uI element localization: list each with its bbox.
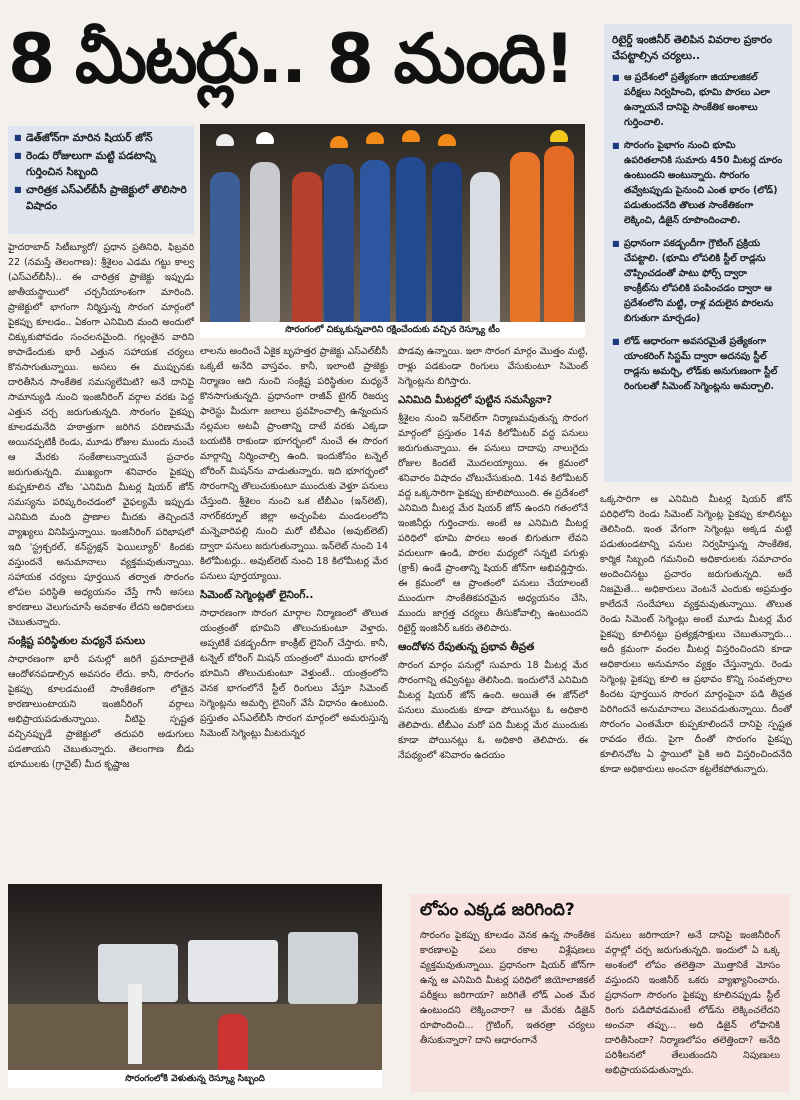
highlight-item: ■ రెండు రోజులుగా మట్టి పడటాన్ని గుర్తించిన సిబ్బంది bbox=[14, 148, 188, 180]
box-title: లోపం ఎక్కడ జరిగింది? bbox=[420, 900, 575, 920]
paragraph: శ్రీశైలం నుంచి ఇన్‌లెట్‌గా నిర్మాణమవుతున్న సొరంగ మార్గంలో ప్రస్తుతం 14వ కిలోమీటర్ వద్ద పనులు జరుగుతున్నాయి. ఈ పనులు దాదాపు నాలుగైదు రోజుల కిందటే మొదలయ్యాయి. ఈ క్రమంలో శనివారం విషాదం చోటుచేసుకుంది. 14వ కిలోమీటర్ వద్ద ఒక్కసారిగా పైకప్పు కూలిపోయింది. ఈ ప్రదేశంలో ఎనిమిది మీటర్ల మేర షియర్ జోన్ ఉందని గతంలోనే ఇంజినీర్లు గుర్తించారు. అంటే ఆ ఎనిమిది మీటర్ల పరిధిలో భూమి పొరలు అంత బిగుతుగా లేవని వదులుగా ఉండి, పొరల మధ్యలో సన్నటి పగుళ్లు (క్రాక్) ఉండే ప్రాంతాన్ని షియర్ జోన్‌గా అభివర్ణిస్తారు. ఈ క్రమంలో ఆ ప్రాంతంలో పనులు చేయాలంటే ముందుగా సాంకేతికపరమైన అధ్యయనం చేసి, ముందు జాగ్రత్త చర్యలు తీసుకోవాల్సి ఉంటుందని రిటైర్డ్ ఇంజినీర్ ఒకరు తెలిపారు. bbox=[398, 413, 588, 634]
box-text-left: సొరంగం పైకప్పు కూలడం వెనక ఉన్న సాంకేతిక కారణాలపై పలు రకాల విశ్లేషణలు వ్యక్తమవుతున్నాయి. ప్రధానంగా షియర్ జోన్‌గా ఉన్న ఆ ఎనిమిది మీటర్ల పరిధిలో జియోలాజికల్ పరీక్షలు జరిగాయా? జరిగితే లోడ్ ఎంత మేర ఉంటుందని లెక్కించారా? ఆ మేరకు డిజైన్ రూపొందించి... గ్రౌటింగ్, ఇతరత్రా చర్యలు తీసుకున్నారా? దాని ఆధారంగానే bbox=[420, 930, 595, 1046]
subheading: సిమెంట్ సెగ్మెంట్లతో లైనింగ్.. bbox=[200, 589, 314, 601]
photo-caption: సొరంగంలో చిక్కుకున్నవారిని రక్షించేందుకు వచ్చిన రెస్క్యూ టీం bbox=[200, 322, 585, 338]
highlights-box bbox=[8, 126, 194, 234]
paragraph: సాధారణంగా భారీ పనుల్లో జరిగే ప్రమాదాలైతే ఆందోళనపడాల్సిన అవసరం లేదు. కానీ, సొరంగం పైకప్పు కూలడమంటే సాంకేతికంగా లోతైన కారణాలుంటాయని ఇంజినీరింగ్ వర్గాలు అభిప్రాయపడుతున్నాయి. వీటిపై స్పష్టత వచ్చినప్పుడే ప్రాజెక్టులో తదుపరి అడుగులు పడతాయని చెబుతున్నారు. తెలంగాణ బీడు భూములకు (గ్రానైట్) మీద కృష్ణాజ bbox=[8, 654, 194, 770]
paragraph: లాలను అందించే ఏకైక బృహత్తర ప్రాజెక్టు ఎస్ఎల్‌బీసీ ఒక్కటే అనేది వాస్తవం. కానీ, ఇలాంటి ప్రాజెక్టు నిర్మాణం ఆది నుంచి సంక్లిష్ట పరిస్థితుల మధ్యనే కొనసాగుతున్నది. ప్రధానంగా రాజీవ్ టైగర్ రిజర్వు ఫారెస్టు మీదుగా జలాలు ప్రవహించాల్సి ఉన్నందున నల్లమల అటవీ ప్రాంతాన్ని దాటే వరకు ఎక్కడా బయటికి రాకుండా భూగర్భంలో నుంచే ఈ సొరంగ మార్గాన్ని నిర్మించాల్సి ఉంది. ఇందుకోసం టన్నెల్ బోరింగ్ మిషన్‌ను వాడుతున్నారు. ఇది భూగర్భంలో సొరంగాన్ని తొలుచుకుంటూ ముందుకు వెళ్తూ పనులు చేస్తుంది. శ్రీశైలం నుంచి ఒక టీబీఎం (ఇన్‌లెట్), నాగర్‌కర్నూల్ జిల్లా అచ్చంపేట మండలంలోని మన్నెవారిపల్లి నుంచి మరో టీబీఎం (అవుట్‌లెట్) ద్వారా పనులు జరుగుతున్నాయి. ఇన్‌లెట్ నుంచి 14 కిలోమీటర్లు.. అవుట్‌లెట్ నుంచి 18 కిలోమీటర్ల మేర పనులు పూర్తయ్యాయి. bbox=[200, 346, 388, 582]
highlight-item: ■ డెత్‌జోన్‌గా మారిన షియర్ జోన్ bbox=[14, 130, 188, 146]
sidebar-item: ■ లోడ్ ఆధారంగా అవసరమైతే ప్రత్యేకంగా యాంకరింగ్ సిస్టమ్ ద్వారా అదనపు స్టీల్ రాడ్లను అమర్చి, లోడ్‌కు అనుగుణంగా స్టీల్ రింగులతో సిమెంట్ సెగ్మెంట్లను అమర్చాలి. bbox=[612, 334, 784, 394]
article-column-3 bbox=[398, 344, 588, 884]
tunnel-photo bbox=[8, 884, 382, 1070]
paragraph: ఒక్కసారిగా ఆ ఎనిమిది మీటర్ల షియర్ జోన్ పరిధిలోని రెండు సిమెంట్ సెగ్మెంట్ల పైకప్పు కూలినట్టు తెలిసింది. ఇంత వేగంగా సెగ్మెంట్లు అక్కడ మట్టి పడుతుండటాన్ని పనుల నిర్వహిస్తున్న సాంకేతిక, కార్మిక సిబ్బంది గమనించి అధికారులకు సమాచారం అందించినట్టు ప్రచారం జరుగుతున్నది. అదే నిజమైతే... అధికారులు వెంటనే ఎందుకు అప్రమత్తం కాలేదనే సందేహాలు వ్యక్తమవుతున్నాయి. తొలుత రెండు సిమెంట్ సెగ్మెంట్లు అంటే మూడు మీటర్ల మేర పైకప్పు కూలినట్టు ప్రత్యక్షసాక్షులు చెబుతున్నారు... అదీ క్రమంగా వందల మీటర్ల విస్తరించిందని కూడా అధికారులు అనుమానం వ్యక్తం చేస్తున్నారు. రెండు సెగ్మెంట్ల పైకప్పు కూలి ఆ ప్రభావం కొన్ని సంవత్సరాల కిందట పూర్తయిన సొరంగ మార్గంపైనా పడి తీవ్రత పెరిగిందనే అనుమానాలు వెలువడుతున్నాయి. దీంతో సొరంగం ఎంతమేరా కుప్పకూలిందనే దానిపై స్పష్టత రావడం లేదు. పైగా దీంతో సొరంగం పైకప్పు కూలినచోట ఏ స్థాయిలో పైకి అది విస్తరించిందనేది కూడా అధికారులు అంచనా కట్టలేకపోతున్నారు. bbox=[600, 494, 792, 775]
sidebar-item: ■ ప్రధానంగా పకడ్బందీగా గ్రౌటింగ్ ప్రక్రియ చేపట్టాలి. (భూమి లోపలికి స్టీల్ రాడ్లను చొప్పించడంతో పాటు ఫోర్స్ ద్వారా కాంక్రీట్‌ను లోపలికి పంపించడం ద్వారా ఆ ప్రదేశంలోని మట్టి, రాళ్ల వదులైన పొరలను బిగుతుగా మార్చడం) bbox=[612, 236, 784, 326]
sidebar-item: ■ సొరంగం పైభాగం నుంచి భూమి ఉపరితలానికి సుమారు 450 మీటర్ల దూరం ఉంటుందని అంటున్నారు. సొరంగం తవ్వేటప్పుడు పైనుంచి ఎంత భారం (లోడ్) పడుతుందనేది తొలుత సాంకేతికంగా లెక్కించి, డిజైన్ రూపొందించాలి. bbox=[612, 138, 784, 228]
box-text-right: పనులు జరిగాయా? అనే దానిపై ఇంజినీరింగ్ వర్గాల్లో చర్చ జరుగుతున్నది. ఇందులో ఏ ఒక్క అంశంలో లోపం తలెత్తినా మొత్తానికే మోసం వస్తుందని ఇంజినీర్ ఒకరు వ్యాఖ్యానించారు. ప్రధానంగా సొరంగం పైకప్పు కూలినప్పుడు స్టీల్ రింగు పడిపోవడమంటే లోడ్‌ను లెక్కించలేదని అంచనా తప్పు... అది డిజైన్ లోపానికి దారితీసిందా? నిర్మాణలోపం తలెత్తిందా? అనేది పరిశీలనలో తేలుతుందని నిపుణులు అభిప్రాయపడుతున్నారు. bbox=[605, 930, 780, 1076]
article-column-2 bbox=[200, 344, 388, 880]
sidebar-item: ■ ఆ ప్రదేశంలో ప్రత్యేకంగా జియాలజికల్ పరీక్షలు నిర్వహించి, భూమి పొరలు ఎలా ఉన్నాయనే దానిపై సాంకేతిక అంశాలు గుర్తించాలి. bbox=[612, 70, 784, 130]
headline: 8 మీటర్లు.. 8 మంది! bbox=[8, 20, 574, 99]
sidebar-title: రిటైర్డ్ ఇంజినీర్ తెలిపిన వివరాల ప్రకారం చేపట్టాల్సిన చర్యలు.. bbox=[612, 34, 773, 62]
article-column-4 bbox=[600, 492, 792, 888]
analysis-box bbox=[410, 894, 790, 1092]
article-column-1 bbox=[8, 240, 194, 880]
photo-caption: సొరంగంలోకి వెళుతున్న రెస్క్యూ సిబ్బంది bbox=[8, 1070, 382, 1088]
subheading: ఆందోళన రేపుతున్న ప్రభావ తీవ్రత bbox=[398, 641, 535, 653]
subheading: ఎనిమిది మీటర్లలో పుట్టిన సమస్యేనా? bbox=[398, 394, 553, 406]
paragraph: పొడవు ఉన్నాయి. ఇలా సొరంగ మార్గం మొత్తం మట్టి, రాళ్లు పడకుండా రింగులు వేసుకుంటూ సిమెంట్ సెగ్మెంట్లను బిగిస్తారు. bbox=[398, 346, 588, 387]
paragraph: సొరంగ మార్గం పనుల్లో సుమారు 18 మీటర్ల మేర సొరంగాన్ని తవ్వినట్టు తెలిసింది. ఇందులోనే ఎనిమిది మీటర్ల షియర్ జోన్ ఉంది. అయితే ఈ జోన్‌లో పనులు ముందుకు కూడా పోయినట్టు ఓ అధికారి తెలిపారు. టీబీఎం మరో పది మీటర్ల మేర ముందుకు కూడా పోయినట్లు ఓ అధికారి తెలిపారు. ఈ నేపథ్యంలో శనివారం ఉదయం bbox=[398, 660, 588, 761]
subheading: సంక్లిష్ట పరిస్థితుల మధ్యనే పనులు bbox=[8, 635, 146, 647]
rescue-team-photo bbox=[200, 124, 585, 322]
paragraph: సాధారణంగా సొరంగ మార్గాల నిర్మాణంలో తొలుత యంత్రంతో భూమిని తొలుచుకుంటూ వెళ్తారు. అప్పటికే పకడ్బందీగా కాంక్రీట్ లైనింగ్ చేస్తారు. కానీ, టన్నెల్ బోరింగ్ మిషన్ యంత్రంలో ముందు భాగంతో భూమిని తొలుచుకుంటూ వెళ్తుంటే.. యంత్రంలోని వెనక భాగంలోనే స్టీల్ రింగులు వేస్తూ సిమెంట్ సెగ్మెంట్లను అమర్చి లైనింగ్ వేసే విధానం ఉంటుంది. ప్రస్తుతం ఎస్ఎల్‌బీసీ సొరంగ మార్గంలో అమరుస్తున్న సిమెంట్ సెగ్మెంట్లు మీటరున్నర bbox=[200, 608, 388, 739]
sidebar-box bbox=[604, 24, 792, 482]
paragraph: హైదరాబాద్ సిటీబ్యూరో/ ప్రధాన ప్రతినిధి, ఫిబ్రవరి 22 (నమస్తే తెలంగాణ): శ్రీశైలం ఎడమ గట్టు కాల్వ (ఎస్ఎల్‌బీసీ).. ఈ చారిత్రక ప్రాజెక్టు ఇప్పుడు జాతీయస్థాయిలో చర్చనీయాంశంగా మారింది. ప్రాజెక్టులో భాగంగా నిర్మిస్తున్న సొరంగ మార్గంలో పైకప్పు కూలడం.. ఏకంగా ఎనిమిది మంది అందులో చిక్కుకుపోవడం సంచలనమైంది. గల్లంతైన వారిని కాపాడేందుకు భారీ ఎత్తున సహాయక చర్యలు కొనసాగుతున్నాయి. అసలు ఈ ముప్పునకు దారితీసిన సాంకేతిక సమస్యలేమిటి? అనే దానిపై సామాన్యుడి నుంచి ఇంజినీరింగ్ వర్గాల వరకు పెద్ద ఎత్తున చర్చ జరుగుతున్నది. సొరంగం పైకప్పు కూలడమనేది హఠాత్తుగా జరిగిన పరిణామమే అయినప్పటికీ రెండు, మూడు రోజుల ముందు నుంచే ఆ మేరకు సంకేతాలున్నాయనే ప్రచారం జరుగుతున్నది. ముఖ్యంగా శనివారం పైకప్పు కుప్పకూలిన చోట 'ఎనిమిది మీటర్ల షియర్ జోన్ సమస్యను పరిష్కరించడంలో వైఫల్యమే ఇప్పుడు ఎనిమిది మంది ప్రాణాల మీదకు తెచ్చిందనే వ్యాఖ్యలు వినిపిస్తున్నాయి. ఇంజినీరింగ్ పరిభాషలో ఇది 'స్ట్రక్చరల్, కన్‌స్ట్రక్షన్ ఫెయిల్యూర్' కిందకు వస్తుందనే అనుమానాలు వ్యక్తమవుతున్నాయి. సహాయక చర్యలు పూర్తయిన తర్వాత సొరంగం లోపల పరిస్థితి అధ్యయనం చేస్తే గానీ అసలు కారణాలు వెలుగుచూసే అవకాశం లేదని అధికారులు చెబుతున్నారు. bbox=[8, 242, 194, 628]
highlight-item: ■ చారిత్రక ఎస్ఎల్‌బీసీ ప్రాజెక్టులో తొలిసారి విషాదం bbox=[14, 182, 188, 214]
